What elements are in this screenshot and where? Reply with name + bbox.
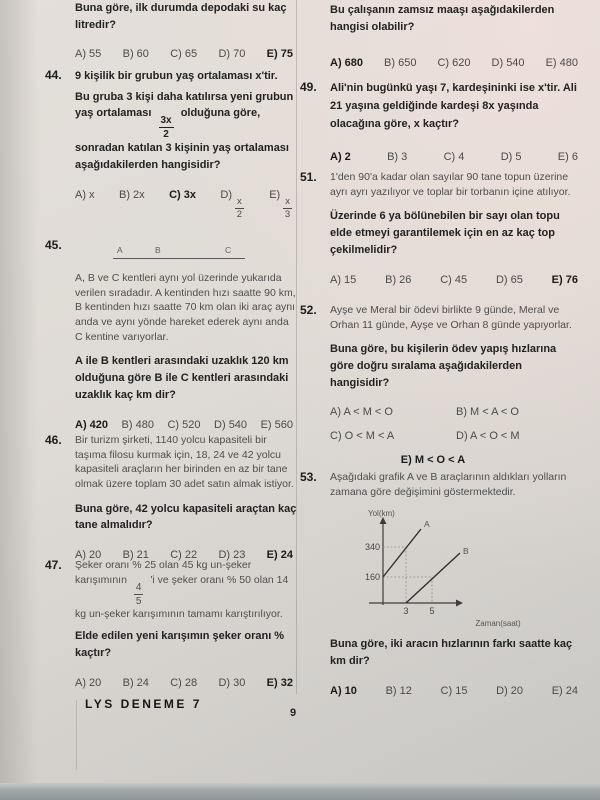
q48-options (330, 57, 582, 69)
option-e: E) 480 (545, 57, 578, 70)
option-e: E) 560 (260, 418, 293, 431)
q53-options (330, 685, 582, 697)
option-a: A) 15 (330, 273, 357, 286)
option-c: C) 15 (440, 684, 468, 697)
x-axis-arrow (456, 600, 463, 607)
body-text-after: 'i ve şeker oranı % 50 olan 14 kg un-şeker karışımının tamamı karıştırılıyor. (75, 573, 289, 620)
option-d: D) 20 (496, 684, 524, 697)
question-stem: A ile B kentleri arasındaki uzaklık 120 km olduğuna göre B ile C kentleri arasındaki uzaklık kaç km dir? (75, 355, 289, 401)
q51-options (330, 274, 582, 286)
road-line-diagram (113, 240, 245, 259)
page-bottom-edge (0, 783, 600, 800)
option-d: D) 30 (218, 676, 246, 689)
question-body (75, 558, 297, 621)
fraction-numerator: 4 (135, 581, 142, 593)
x-axis-label: Zaman(saat) (475, 619, 521, 629)
page-left-edge-shadow (0, 0, 38, 800)
q47-options (75, 677, 297, 689)
series-a-label: A (424, 519, 430, 530)
line-series-a (383, 529, 421, 577)
option-e: E) 75 (266, 48, 293, 61)
option-e: E) 24 (551, 684, 578, 697)
line-series-b (406, 553, 460, 603)
question-intro: 9 kişilik bir grubun yaş ortalaması x'tir. (75, 70, 278, 82)
question-number: 46. (45, 433, 62, 447)
option-c: C) 45 (440, 273, 468, 286)
question-52 (300, 303, 582, 466)
fraction-numerator: 3x (160, 115, 172, 127)
option-d: D) 23 (218, 549, 246, 562)
option-b: B) 650 (384, 57, 417, 70)
option-a: A) 20 (75, 549, 102, 562)
option-e (269, 189, 293, 221)
city-label-b: B (155, 245, 161, 255)
fraction-numerator: x (235, 197, 244, 209)
option-a: A) 420 (75, 418, 109, 431)
option-a: A) 20 (75, 676, 102, 689)
question-47 (45, 558, 297, 689)
option-e: E) M < O < A (400, 453, 466, 466)
question-stem: Buna göre, ilk durumda depodaki su kaç litredir? (75, 2, 287, 31)
option-a: A) 2 (330, 151, 351, 164)
question-number: 53. (300, 470, 317, 484)
option-b: B) 60 (122, 48, 149, 61)
series-b-label: B (463, 546, 469, 557)
option-e: E) 6 (557, 151, 578, 164)
question-stem: Bu çalışanın zamsız maaşı aşağıdakilerden hangisi olabilir? (330, 4, 555, 33)
options-row (330, 430, 582, 442)
question-51 (300, 170, 582, 286)
fraction-x-2 (235, 197, 244, 221)
option-a: A) 680 (330, 57, 364, 70)
left-column (45, 0, 297, 800)
q44-options (75, 189, 297, 221)
city-label-a: A (117, 245, 123, 255)
question-stem: Buna göre, bu kişilerin ödev yapış hızlarına göre doğru sıralama aşağıdakilerden hangisidir? (330, 343, 557, 389)
question-body: 1'den 90'a kadar olan sayılar 90 tane topun üzerine ayrı ayrı yazılıyor ve toplar bir torbanın içine atılıyor. (330, 171, 571, 198)
x-tick-5: 5 (429, 606, 435, 617)
question-43-continuation (45, 0, 297, 60)
booklet-title: LYS DENEME 7 (85, 697, 202, 711)
question-body: Ayşe ve Meral bir ödevi birlikte 9 günde, Meral ve Orhan 11 günde, Ayşe ve Orhan 8 günde yapıyorlar. (330, 304, 572, 331)
fraction-denominator: 2 (163, 129, 169, 141)
stem-text-after: olduğuna göre, sonradan katılan 3 kişinin yaş ortalaması aşağıdakilerden hangisidir? (75, 107, 289, 172)
option-d: D) 540 (491, 57, 525, 70)
option-d: D) A < O < M (456, 429, 520, 442)
option-b: B) M < A < O (456, 405, 519, 418)
fraction-denominator: 2 (236, 209, 243, 221)
option-letter: E) (269, 188, 281, 201)
fraction-numerator: x (283, 197, 292, 209)
option-e: E) 76 (551, 273, 578, 286)
question-44 (45, 68, 297, 221)
option-e: E) 24 (266, 549, 293, 562)
fraction-4-5 (134, 582, 144, 607)
option-b: B) 3 (387, 151, 408, 164)
question-53 (300, 470, 582, 697)
question-stem (75, 89, 297, 174)
y-tick-160: 160 (364, 572, 380, 583)
q43-options (75, 48, 297, 60)
option-b: B) 26 (385, 273, 412, 286)
stem-text-before: Bu gruba 3 kişi daha katılırsa yeni grubun yaş ortalaması (75, 90, 294, 120)
option-letter: D) (220, 188, 233, 201)
y-axis-label: Yol(km) (368, 509, 395, 519)
right-column (300, 0, 582, 800)
fraction-denominator: 3 (284, 209, 291, 221)
option-b: B) 12 (385, 684, 412, 697)
option-c: C) 65 (170, 48, 198, 61)
option-b: B) 21 (122, 549, 149, 562)
fraction-3x-2 (159, 115, 174, 140)
option-c: C) O < M < A (330, 429, 395, 442)
question-number: 44. (45, 68, 62, 82)
options-row (330, 406, 582, 418)
question-stem: Buna göre, iki aracın hızlarının farkı saatte kaç km dir? (330, 638, 573, 668)
question-stem: Ali'nin bugünkü yaşı 7, kardeşininki ise x'tir. Ali 21 yaşına geldiğinde kardeşi 8x yaşında olacağına göre, x kaçtır? (330, 82, 577, 130)
question-number: 51. (300, 170, 317, 184)
option-d (220, 189, 244, 221)
option-a: A) 10 (330, 684, 357, 697)
question-number: 47. (45, 558, 62, 572)
option-c: C) 620 (437, 57, 471, 70)
q45-options (75, 419, 297, 431)
option-d: D) 5 (500, 151, 522, 164)
question-body: Aşağıdaki grafik A ve B araçlarının aldıkları yolların zamana göre değişimini göstermektedir. (330, 471, 567, 498)
question-49 (300, 80, 582, 163)
options-row (330, 454, 582, 466)
question-number: 49. (300, 80, 317, 94)
y-tick-340: 340 (364, 542, 380, 553)
question-stem: Elde edilen yeni karışımın şeker oranı % kaçtır? (75, 630, 285, 660)
question-body: Bir turizm şirketi, 1140 yolcu kapasiteli bir taşıma filosu kurmak için, 18, 24 ve 42 yolcu kapasiteli araçların her birinden en az bir tane olmak üzere toplam 30 adet satın almak istiyor. (75, 434, 294, 491)
question-body: A, B ve C kentleri aynı yol üzerinde yukarıda verilen sıradadır. A kentinden hızı saatte 90 km, B kentinden hızı saatte 70 km olan iki araç aynı anda ve aynı yönde hareket ederek aynı anda C kentine varıyorlar. (75, 272, 296, 343)
option-c: C) 520 (167, 418, 201, 431)
option-a: A) x (75, 188, 95, 201)
option-d: D) 70 (218, 48, 246, 61)
option-b: B) 2x (118, 188, 145, 201)
q49-options (330, 151, 582, 163)
question-45 (45, 238, 297, 431)
body-text-before: Şeker oranı % 25 olan 45 kg un-şeker karışımının (75, 559, 252, 586)
option-e: E) 32 (266, 676, 293, 689)
question-stem: Üzerinde 6 ya bölünebilen bir sayı olan topu elde etmeyi garantilemek için en az kaç top çekilmelidir? (330, 210, 560, 256)
distance-time-chart (356, 508, 546, 632)
option-b: B) 480 (121, 418, 154, 431)
option-b: B) 24 (122, 676, 149, 689)
option-d: D) 540 (214, 418, 248, 431)
question-number: 45. (45, 238, 62, 252)
q52-options (330, 406, 582, 466)
city-label-c: C (225, 245, 232, 255)
option-c: C) 3x (169, 188, 196, 201)
option-d: D) 65 (495, 273, 523, 286)
fraction-denominator: 5 (135, 595, 142, 607)
option-c: C) 28 (170, 676, 198, 689)
question-stem: Buna göre, 42 yolcu kapasiteli araçtan kaç tane almalıdır? (75, 502, 297, 532)
option-c: C) 22 (170, 549, 198, 562)
y-axis-arrow (380, 517, 387, 524)
fraction-x-3 (283, 197, 292, 221)
page-number: 9 (290, 707, 297, 719)
option-a: A) A < M < O (330, 405, 393, 418)
x-tick-3: 3 (403, 606, 409, 617)
chart-svg (356, 508, 546, 632)
question-48-continuation (300, 2, 582, 69)
option-a: A) 55 (75, 48, 102, 61)
option-c: C) 4 (443, 151, 465, 164)
question-number: 52. (300, 303, 317, 317)
question-46 (45, 433, 297, 561)
